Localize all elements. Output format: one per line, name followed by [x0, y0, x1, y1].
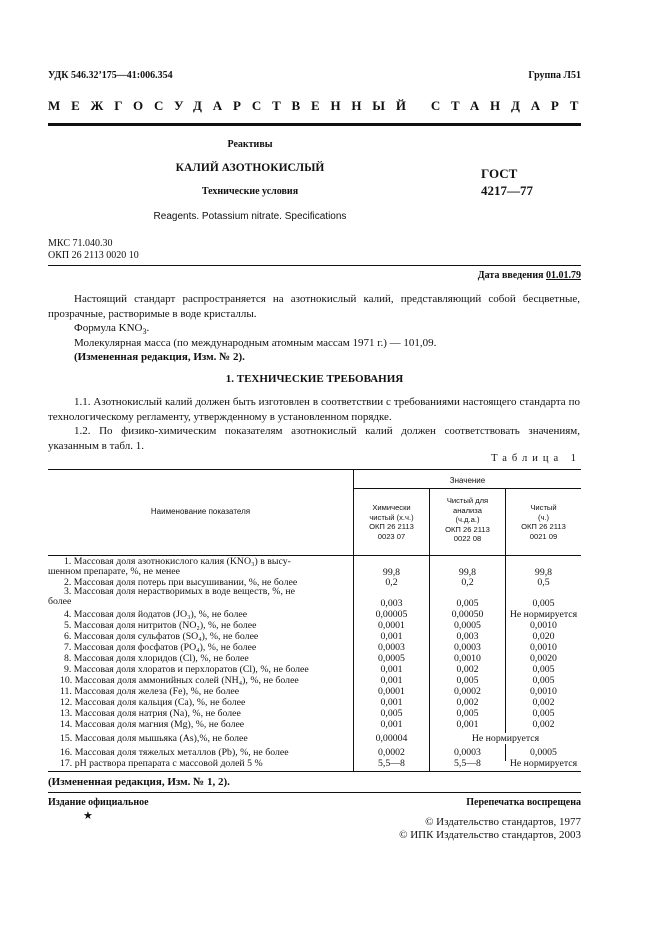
row-name: 4. Массовая доля йодатов (JO₃), %, не более [64, 609, 248, 620]
table-cell: 0,001 [380, 631, 403, 642]
clause-1-1: 1.1. Азотнокислый калий должен быть изготовлен в соответствии с требованиями настоящего стандарта по технологическому регламенту, утвержденному в установленном порядке. [48, 396, 580, 423]
table-cell: 0,0020 [530, 653, 557, 664]
intro-date [478, 270, 581, 281]
row-name: 12. Массовая доля кальция (Ca), %, не более [60, 697, 246, 708]
table-bottom-rule [48, 771, 581, 772]
table-cell: 0,0005 [530, 747, 557, 758]
table-cell: 0,020 [532, 631, 555, 642]
row-name: 17. pH раствора препарата с массовой долей 5 % [60, 758, 263, 769]
table-cell: 0,005 [532, 598, 555, 609]
intro-date-value: 01.01.79 [546, 270, 581, 281]
row-name: 13. Массовая доля натрия (Na), %, не более [60, 708, 241, 719]
table-cell: 0,00004 [375, 733, 408, 744]
banner-text: МЕЖГОСУДАРСТВЕННЫЙ СТАНДАРТ [48, 98, 590, 113]
clause-1-2: 1.2. По физико-химическим показателям азотнокислый калий должен соответствовать значениям, указанным в табл. 1. [48, 425, 580, 452]
row-name: 10. Массовая доля аммонийных солей (NH₄), %, не более [60, 675, 299, 686]
table-cell: 99,8 [382, 567, 401, 578]
column-header-ch [506, 503, 581, 541]
table-cell: Не нормируется [509, 609, 578, 620]
copyright-2003: © ИПК Издательство стандартов, 2003 [399, 829, 581, 841]
row-name: 16. Массовая доля тяжелых металлов (Pb), %, не более [60, 747, 289, 758]
reprint-notice: Перепечатка воспрещена [466, 797, 581, 808]
subtitle: Технические условия [201, 186, 299, 197]
table-cell: 0,00050 [451, 609, 484, 620]
table-cell: 0,0010 [454, 653, 481, 664]
col-xch-l2: чистый (х.ч.) [369, 512, 414, 522]
row-name: 5. Массовая доля нитритов (NO₂), %, не более [64, 620, 257, 631]
table-cell: 0,0003 [454, 642, 481, 653]
col-ch-l1: Чистый [530, 503, 557, 512]
table-cell: 0,2 [461, 577, 474, 588]
table-cell: 99,8 [458, 567, 477, 578]
col-chda-l4: ОКП 26 2113 [445, 524, 490, 534]
molecular-mass: Молекулярная масса (по международным атомным массам 1971 г.) — 101,09. [74, 337, 437, 349]
table-cell: 0,0002 [454, 686, 481, 697]
table-cell: 0,001 [456, 719, 479, 730]
table-cell: 0,0003 [454, 747, 481, 758]
category: Реактивы [227, 139, 273, 150]
table-cell: 0,2 [385, 577, 398, 588]
row-name: 8. Массовая доля хлоридов (Cl), %, не более [64, 653, 249, 664]
table-cell: 0,002 [456, 697, 479, 708]
table-row [48, 587, 353, 607]
col-chda-l1: Чистый для [446, 496, 489, 505]
table-cell: 0,0002 [378, 747, 405, 758]
table-cell: 0,005 [380, 708, 403, 719]
table-cell: 0,0001 [378, 620, 405, 631]
table-edit-note: (Измененная редакция, Изм. № 1, 2). [48, 776, 230, 788]
standard-name: КАЛИЙ АЗОТНОКИСЛЫЙ [175, 162, 325, 174]
group-code: Группа Л51 [528, 70, 581, 81]
codes-rule [48, 265, 581, 266]
table-cell: 5,5—8 [378, 758, 405, 769]
formula-subscript: 3 [142, 327, 147, 337]
table-cell: 0,002 [532, 719, 555, 730]
row-name: 14. Массовая доля магния (Mg), %, не более [60, 719, 245, 730]
intro-date-label: Дата введения [477, 270, 544, 281]
copyright-1977: © Издательство стандартов, 1977 [425, 816, 581, 828]
table-cell: 0,0010 [530, 686, 557, 697]
table-cell: 0,001 [380, 697, 403, 708]
table-cell: 0,0010 [530, 642, 557, 653]
header-value: Значение [449, 476, 486, 485]
table-cell: 99,8 [534, 567, 553, 578]
mks-code: МКС 71.040.30 [48, 238, 113, 249]
column-header-chda [430, 496, 505, 544]
col-chda-l5: 0022 08 [453, 534, 482, 543]
col-ch-l2: (ч.) [537, 512, 550, 522]
table-cell: 0,001 [380, 675, 403, 686]
row-name: 2. Массовая доля потерь при высушивании, %, не более [64, 577, 298, 588]
column-header-xch [354, 503, 429, 541]
table-cell: 0,002 [532, 697, 555, 708]
gost-label: ГОСТ [481, 166, 518, 181]
intro-edit-note: (Измененная редакция, Изм. № 2). [74, 351, 245, 363]
col-chda-l3: (ч.д.а.) [455, 515, 480, 524]
table-cell: 0,0005 [454, 620, 481, 631]
table-cell: 0,0010 [530, 620, 557, 631]
table-cell: 0,001 [380, 719, 403, 730]
table-cell: 0,002 [456, 664, 479, 675]
col-xch-l3: ОКП 26 2113 [369, 522, 414, 531]
row-name-cont: более [48, 596, 72, 607]
col-xch-l4: 0023 07 [377, 531, 406, 541]
table-cell: 0,005 [456, 598, 479, 609]
table-cell: 0,005 [532, 664, 555, 675]
row-name: 6. Массовая доля сульфатов (SO₄), %, не более [64, 631, 259, 642]
gost-number: 4217—77 [481, 183, 533, 198]
col-chda-l2: анализа [452, 505, 483, 515]
row-name: 1. Массовая доля азотнокислого калия (KNO₃) в высу- [64, 556, 291, 567]
udk-code: УДК 546.32’175—41:006.354 [48, 70, 173, 81]
table-cell: 0,0005 [378, 653, 405, 664]
table-cell: 0,003 [456, 631, 479, 642]
banner-rule [48, 123, 581, 126]
table-cell: Не нормируется [509, 758, 578, 769]
header-name: Наименование показателя [150, 507, 251, 516]
table-cell: 0,005 [532, 708, 555, 719]
row-name-cont: шенном препарате, %, не менее [48, 566, 180, 577]
table-cell: 0,001 [380, 664, 403, 675]
table-cell: 0,005 [456, 675, 479, 686]
star-icon: ★ [83, 810, 93, 822]
col-xch-l1: Химически [372, 503, 411, 512]
value-header-rule [353, 488, 581, 489]
col-ch-l3: ОКП 26 2113 [521, 522, 566, 531]
col-ch-l4: 0021 09 [529, 531, 558, 541]
banner [48, 98, 588, 114]
okp-code: ОКП 26 2113 0020 10 [48, 250, 139, 261]
row-name: 15. Массовая доля мышьяка (As),%, не более [60, 733, 248, 744]
section-heading: 1. ТЕХНИЧЕСКИЕ ТРЕБОВАНИЯ [225, 373, 404, 385]
table-cell-merged: Не нормируется [430, 733, 581, 744]
footer-rule [48, 792, 581, 793]
table-cell: 0,5 [537, 577, 550, 588]
row-name: 9. Массовая доля хлоратов и перхлоратов (Cl), %, не более [64, 664, 309, 675]
table-cell: 5,5—8 [454, 758, 481, 769]
english-title: Reagents. Potassium nitrate. Specifications [153, 211, 347, 222]
table-cell: 0,003 [380, 598, 403, 609]
intro-paragraph: Настоящий стандарт распространяется на азотнокислый калий, представляющий собой бесцветные, прозрачные, растворимые в воде кристаллы. [48, 293, 580, 320]
table-cell: 0,005 [456, 708, 479, 719]
formula-suffix: . [146, 322, 150, 334]
formula-text: Формула KNO [74, 322, 143, 334]
row-name: 11. Массовая доля железа (Fe), %, не более [60, 686, 240, 697]
table-cell: 0,00005 [375, 609, 408, 620]
row-name: 7. Массовая доля фосфатов (PO₄), %, не более [64, 642, 257, 653]
table-caption: Таблица 1 [491, 453, 581, 464]
table-cell: 0,005 [532, 675, 555, 686]
table-top-rule [48, 469, 581, 470]
official-edition: Издание официальное [48, 797, 149, 808]
row-name: 3. Массовая доля нерастворимых в воде веществ, %, не [64, 586, 295, 597]
table-cell: 0,0001 [378, 686, 405, 697]
table-row [48, 557, 353, 577]
table-cell: 0,0003 [378, 642, 405, 653]
